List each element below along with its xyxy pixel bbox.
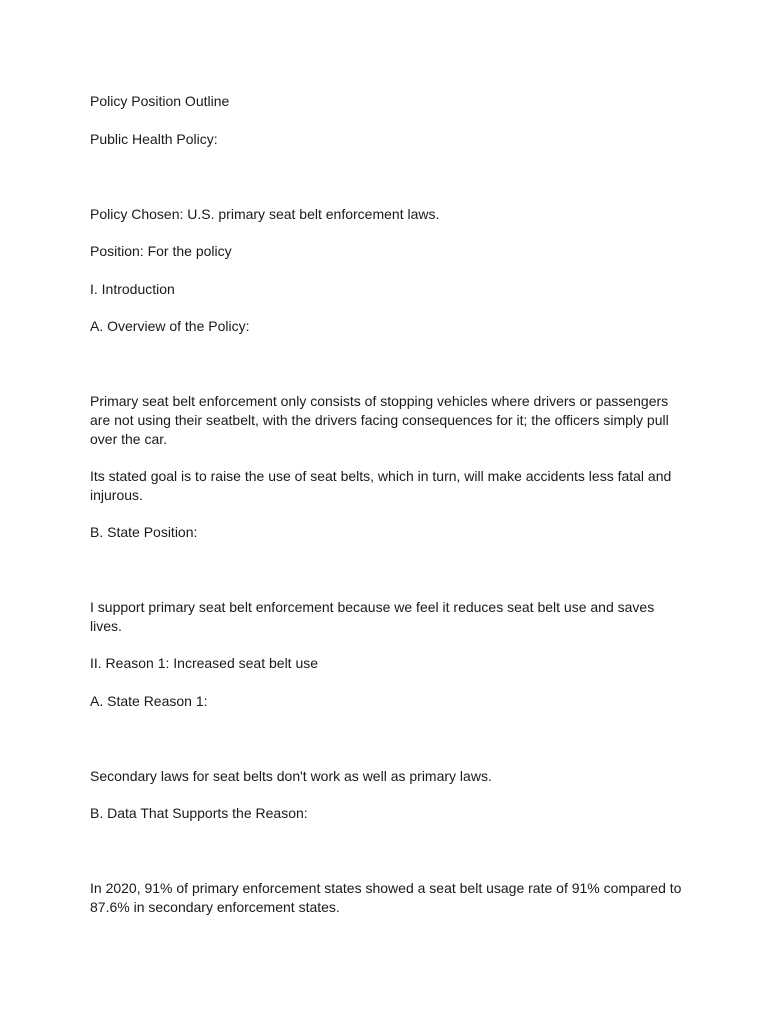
section-1-heading: I. Introduction bbox=[90, 281, 175, 297]
overview-heading: A. Overview of the Policy: bbox=[90, 318, 250, 334]
reason-1-heading: A. State Reason 1: bbox=[90, 693, 208, 709]
overview-paragraph-2: Its stated goal is to raise the use of seat belts, which in turn, will make accidents less fatal and injurous. bbox=[90, 468, 672, 503]
position-statement: Position: For the policy bbox=[90, 243, 232, 259]
supporting-data-heading: B. Data That Supports the Reason: bbox=[90, 805, 308, 821]
document-title: Policy Position Outline bbox=[90, 93, 230, 109]
policy-area: Public Health Policy: bbox=[90, 131, 218, 147]
overview-paragraph-1: Primary seat belt enforcement only consists of stopping vehicles where drivers or passengers are not using their seatbelt, with the drivers facing consequences for it; the officers simply pull over the car. bbox=[90, 393, 669, 447]
state-position-paragraph: I support primary seat belt enforcement because we feel it reduces seat belt use and saves lives. bbox=[90, 599, 655, 634]
supporting-data-paragraph: In 2020, 91% of primary enforcement states showed a seat belt usage rate of 91% compared to 87.6% in secondary enforcement states. bbox=[90, 880, 682, 915]
section-2-heading: II. Reason 1: Increased seat belt use bbox=[90, 655, 319, 671]
state-position-heading: B. State Position: bbox=[90, 524, 198, 540]
reason-1-paragraph: Secondary laws for seat belts don't work as well as primary laws. bbox=[90, 768, 492, 784]
policy-chosen: Policy Chosen: U.S. primary seat belt enforcement laws. bbox=[90, 206, 440, 222]
